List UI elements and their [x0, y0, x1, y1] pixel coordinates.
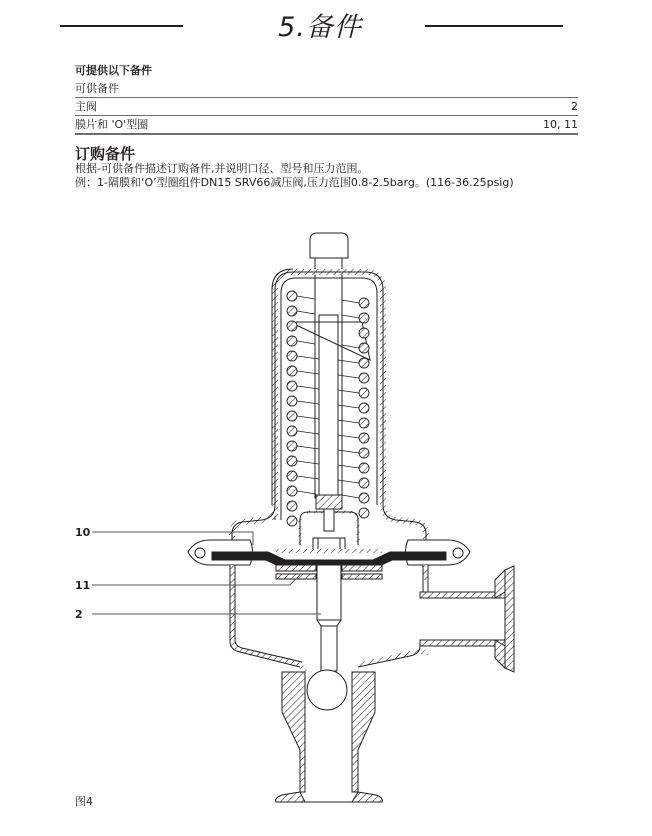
ordering-heading: 订购备件: [75, 145, 136, 163]
callout-2: 2: [75, 608, 83, 621]
page-title: 5.备件: [278, 12, 362, 43]
spring-coils-left: [287, 291, 297, 526]
callout-10: 10: [75, 526, 91, 539]
part-ref: 10, 11: [543, 118, 578, 131]
leader-11: [92, 575, 300, 585]
part-name: 主阀: [75, 100, 97, 113]
callout-11: 11: [75, 579, 91, 592]
part-name: 膜片和 'O'型圈: [75, 118, 149, 131]
spring-coils-right: [359, 298, 369, 518]
spares-subheading: 可提供以下备件: [75, 64, 152, 77]
ordering-instruction: 根据-可供备件描述订购备件,并说明口径、型号和压力范围。: [75, 162, 369, 175]
header-label: 可供备件: [75, 82, 119, 95]
figure-caption: 图4: [75, 795, 93, 808]
part-ref: 2: [571, 100, 578, 113]
ordering-example: 例：1-隔膜和‘O’型圈组件DN15 SRV66减压阀,压力范围0.8-2.5barg。(116-36.25psig): [75, 176, 514, 189]
